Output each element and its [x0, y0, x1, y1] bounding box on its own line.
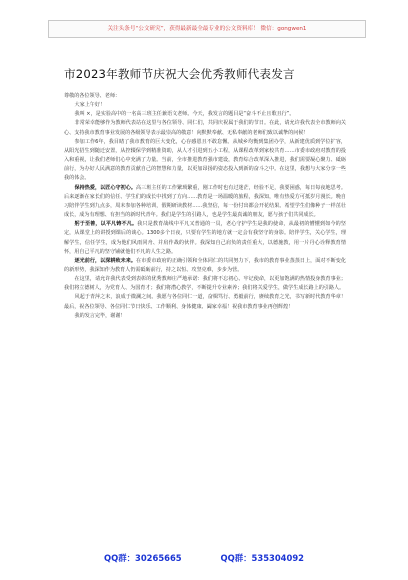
intro-paragraph: 我叫 ×，是实验高中的一名高三班主任兼语文老师。今天，我发言的题目是“奋斗不止且歌且行”。: [74, 111, 295, 118]
section-heading: 逐光前行，以深耕致未来。: [74, 257, 136, 264]
section-paragraph: [64, 184, 346, 221]
body-paragraph: 参加工作6年，我目睹了我市教育的巨大变化，心存感恩且不敢怠懈。从城乡均衡到集团办学，从新建优质到学位扩容，从阳光招生到随迁安置，从控辍保学到精准资助，从人才引进到五小工程，从课程改革到家校共育……市委市政府对教育的投入和重视，让我们老师们心中充满了力量。当前，全市推进教育强市建设，教育综合改革深入推进，我们需要凝心聚力、砥砺前行，为办好人民满意的教育贡献自己的智慧和力量，以更加昂扬的姿态投入到新的奋斗之中。在这里，我想与大家分享一些我的体会。: [64, 138, 346, 182]
section-paragraph: [64, 257, 346, 275]
promo-banner: 关注头条号“公文研究”，获得最新最全最专业的公文资料库！ 微信：gongwen1: [48, 20, 366, 38]
closing-paragraph: 风起于青萍之末，浪成于微澜之间。我愿与各位同仁一道，奋楫笃行、勇毅前行，赓续教育之光，书写新时代教育华章！最后，祝各位领导、各位同仁节日快乐、工作顺利、身体健康、阖家幸福！祝我市教育事业再创辉煌！: [64, 294, 346, 310]
section-heading: 躬于至善，以平凡铸不凡。: [74, 221, 138, 228]
section-text: 高三班主任的工作繁琐繁重，刚工作时也有过迷茫，经验不足，我要困惑，每日每夜地思考。后来逐渐在家长们的信任、学生们的成长中找到了方向……教育是一场温暖的旅程，我深知，唯有热爱方可抵岁月漫长。晚自习陪伴学生到九点多，周末参加各种培训，假期研读教材……我坚信，每一份付出都会开花结果。希望学生们像种子一样茁壮成长，成为有理想、有担当的新时代青年。我们是学生的引路人，也是学生最真诚的朋友，愿与孩子们共同成长。: [64, 184, 346, 219]
hello-line: 大家上午好！: [74, 102, 106, 109]
document-body: [64, 92, 346, 321]
greeting: 尊敬的各位领导、老师：: [64, 93, 121, 99]
section-text: 在市委市政府的正确引领和全体同仁的共同努力下，我市的教育事业蒸蒸日上，面对不断变化的新形势，我深知作为教育人仍需砥砺前行，持之以恒、攻坚克难，步步为营。: [64, 257, 346, 273]
footer-contact: [0, 552, 408, 564]
thanks-line: 我的发言完毕，谢谢！: [74, 312, 126, 319]
footer-qq-group-1: QQ群：30265665: [104, 553, 182, 563]
section-paragraph: [64, 220, 346, 257]
section-text: 我只是教育战线中平凡又普通的一员，老心守护学生是我的使命，从最初的懵懂到如今的坚定，从课堂上的讲授到课后的谈心。1300多个日夜，只要有学生的地方就一定会有我坚守的身影。陪伴学生，关心学生，理解学生，信任学生，成为他们风雨同舟、并肩作战的伙伴。我深知自己肩负的责任重大，以德施教，用一片丹心诠释教育情怀，用自己平凡的坚守铺就他们不凡的人生之路。: [64, 221, 346, 255]
pledge-paragraph: 在这里，请允许我代表受到表彰的优秀教师庄严地承诺：我们将不忘初心、牢记使命，以更加饱满的热情投身教育事业；我们将立德树人，为党育人、为国育才；我们将潜心教学，不断提升专业素养；我们将关爱学生，做学生成长路上的引路人。: [64, 276, 346, 292]
page-title: 市2023年教师节庆祝大会优秀教师代表发言: [64, 67, 295, 81]
section-heading: 保持热爱，以匠心守初心。: [74, 184, 136, 191]
footer-qq-group-2: QQ群：535304092: [220, 553, 304, 563]
body-paragraph: 非常荣幸能够作为教师代表站在这里与各位领导、同仁们，共同庆祝属于我们的节日。在此，请允许我代表全市教师向关心、支持我市教育事业发展的各级领导表示最崇高的敬意！向默默奉献、无私奉献的老师们致以诚挚的问候！: [64, 120, 346, 136]
